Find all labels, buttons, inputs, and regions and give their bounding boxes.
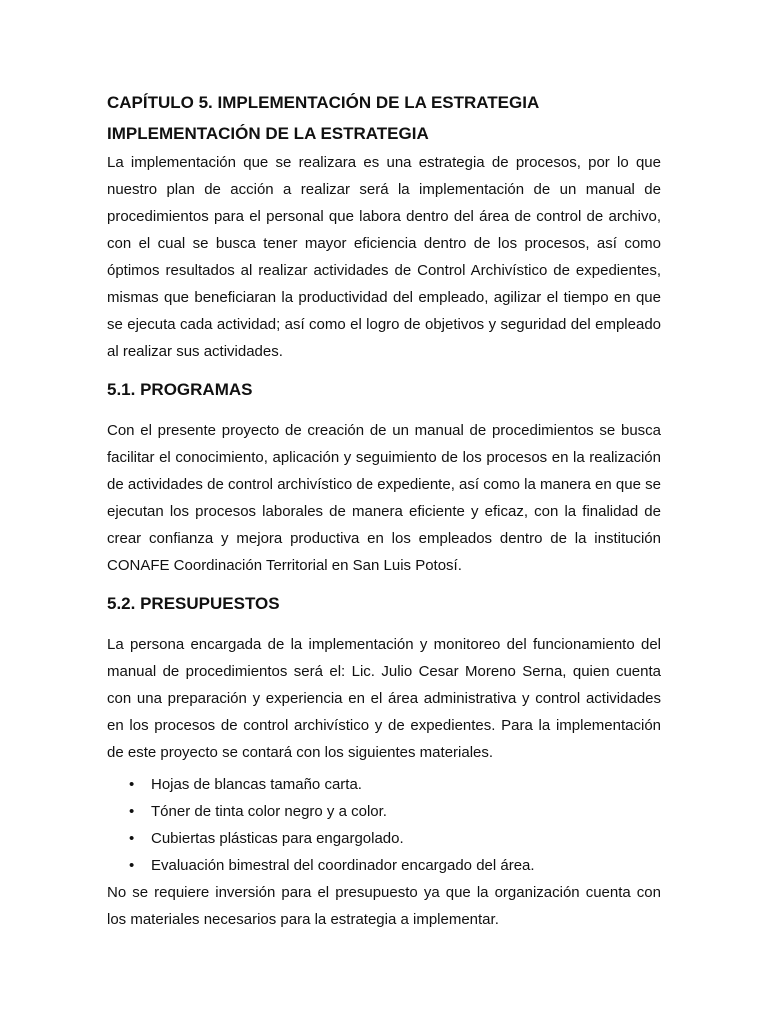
chapter-title: CAPÍTULO 5. IMPLEMENTACIÓN DE LA ESTRATEGIA	[107, 93, 540, 112]
list-item-text: Hojas de blancas tamaño carta.	[151, 776, 362, 793]
bullet-icon: •	[129, 803, 135, 820]
intro-paragraph: La implementación que se realizara es una estrategia de procesos, por lo que nuestro plan de acción a realizar será la implementación de un manual de procedimientos para el personal que labora dentro del área de control de archivo, con el cual se busca tener mayor eficiencia dentro de los procesos, así como óptimos resultados al realizar actividades de Control Archivístico de expedientes, mismas que beneficiaran la productividad del empleado, agilizar el tiempo en que se ejecuta cada actividad; así como el logro de objetivos y seguridad del empleado al realizar sus actividades.	[107, 154, 661, 360]
list-item-text: Cubiertas plásticas para engargolado.	[151, 830, 404, 847]
list-item	[129, 825, 661, 852]
section-title: IMPLEMENTACIÓN DE LA ESTRATEGIA	[107, 124, 429, 143]
list-item-text: Evaluación bimestral del coordinador encargado del área.	[151, 857, 535, 874]
programas-heading: 5.1. PROGRAMAS	[107, 380, 253, 399]
list-item	[129, 852, 661, 879]
closing-paragraph: No se requiere inversión para el presupuesto ya que la organización cuenta con los materiales necesarios para la estrategia a implementar.	[107, 884, 661, 928]
presupuestos-heading: 5.2. PRESUPUESTOS	[107, 594, 280, 613]
programas-paragraph: Con el presente proyecto de creación de un manual de procedimientos se busca facilitar el conocimiento, aplicación y seguimiento de los procesos en la realización de actividades de control archivístico de expediente, así como la manera en que se ejecutan los procesos laborales de manera eficiente y eficaz, con la finalidad de crear confianza y mejora productiva en los empleados dentro de la institución CONAFE Coordinación Territorial en San Luis Potosí.	[107, 422, 661, 574]
bullet-icon: •	[129, 830, 135, 847]
list-item-text: Tóner de tinta color negro y a color.	[151, 803, 387, 820]
list-item	[129, 771, 661, 798]
bullet-icon: •	[129, 776, 135, 793]
bullet-icon: •	[129, 857, 135, 874]
presupuestos-paragraph: La persona encargada de la implementación y monitoreo del funcionamiento del manual de procedimientos será el: Lic. Julio Cesar Moreno Serna, quien cuenta con una preparación y experiencia en el área administrativa y control actividades en los procesos de control archivístico y de expedientes. Para la implementación de este proyecto se contará con los siguientes materiales.	[107, 636, 661, 761]
materials-list	[107, 771, 661, 879]
list-item	[129, 798, 661, 825]
